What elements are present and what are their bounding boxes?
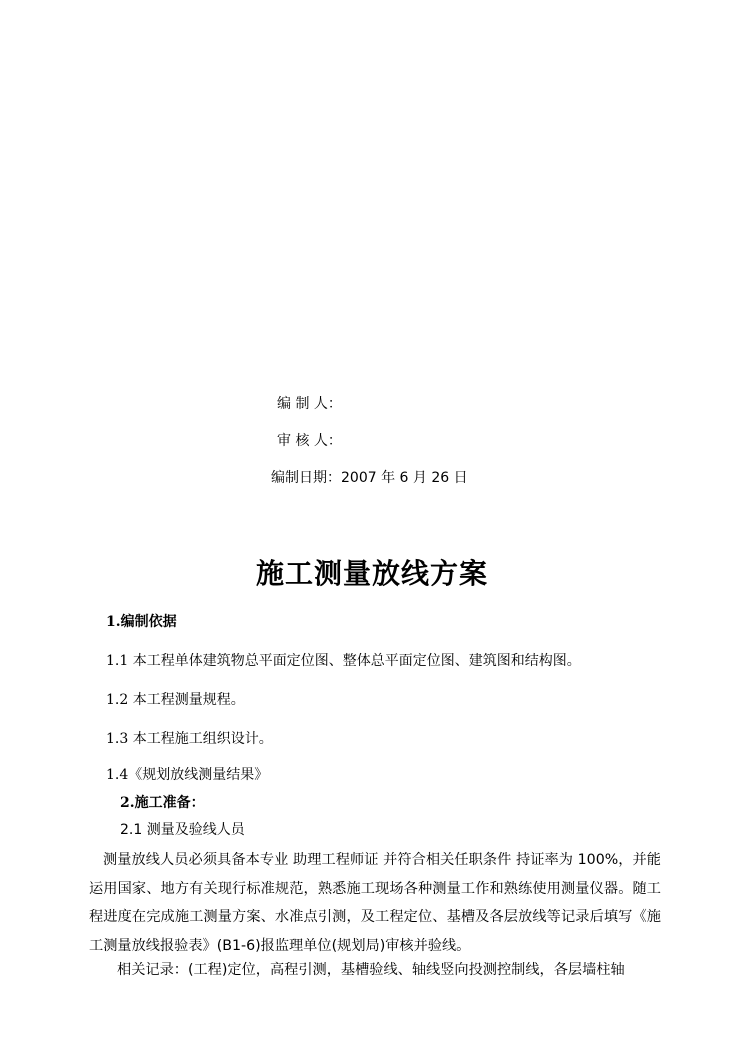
section1-heading: 1.编制依据 (106, 614, 177, 630)
compiler-label: 编 制 人： (277, 396, 342, 412)
section2-paragraph: 测量放线人员必须具备本专业 助理工程师证 并符合相关任职条件 持证率为 100%，并能运用国家、地方有关现行标准规范，熟悉施工现场各种测量工作和熟练使用测量仪器。随工程进度在完成施工测量方案、水准点引测，及工程定位、基槽及各层放线等记录后填写《施工测量放线报验表》(B1-6)报监理单位(规划局)审核并验线。 (89, 852, 661, 954)
section1-item-2: 1.2 本工程测量规程。 (106, 692, 245, 708)
compile-date: 编制日期：2007 年 6 月 26 日 (271, 470, 468, 486)
section1-item-1: 1.1 本工程单体建筑物总平面定位图、整体总平面定位图、建筑图和结构图。 (106, 653, 581, 669)
section1-item-3: 1.3 本工程施工组织设计。 (106, 731, 273, 747)
section2-heading: 2.施工准备： (120, 795, 205, 811)
reviewer-label: 审 核 人： (277, 433, 342, 449)
section1-item-4: 1.4《规划放线测量结果》 (106, 767, 269, 783)
document-title: 施工测量放线方案 (255, 557, 488, 590)
section2-subheading: 2.1 测量及验线人员 (120, 822, 245, 838)
section2-paragraph-2: 相关记录：(工程)定位，高程引测，基槽验线、轴线竖向投测控制线，各层墙柱轴 (117, 962, 625, 978)
